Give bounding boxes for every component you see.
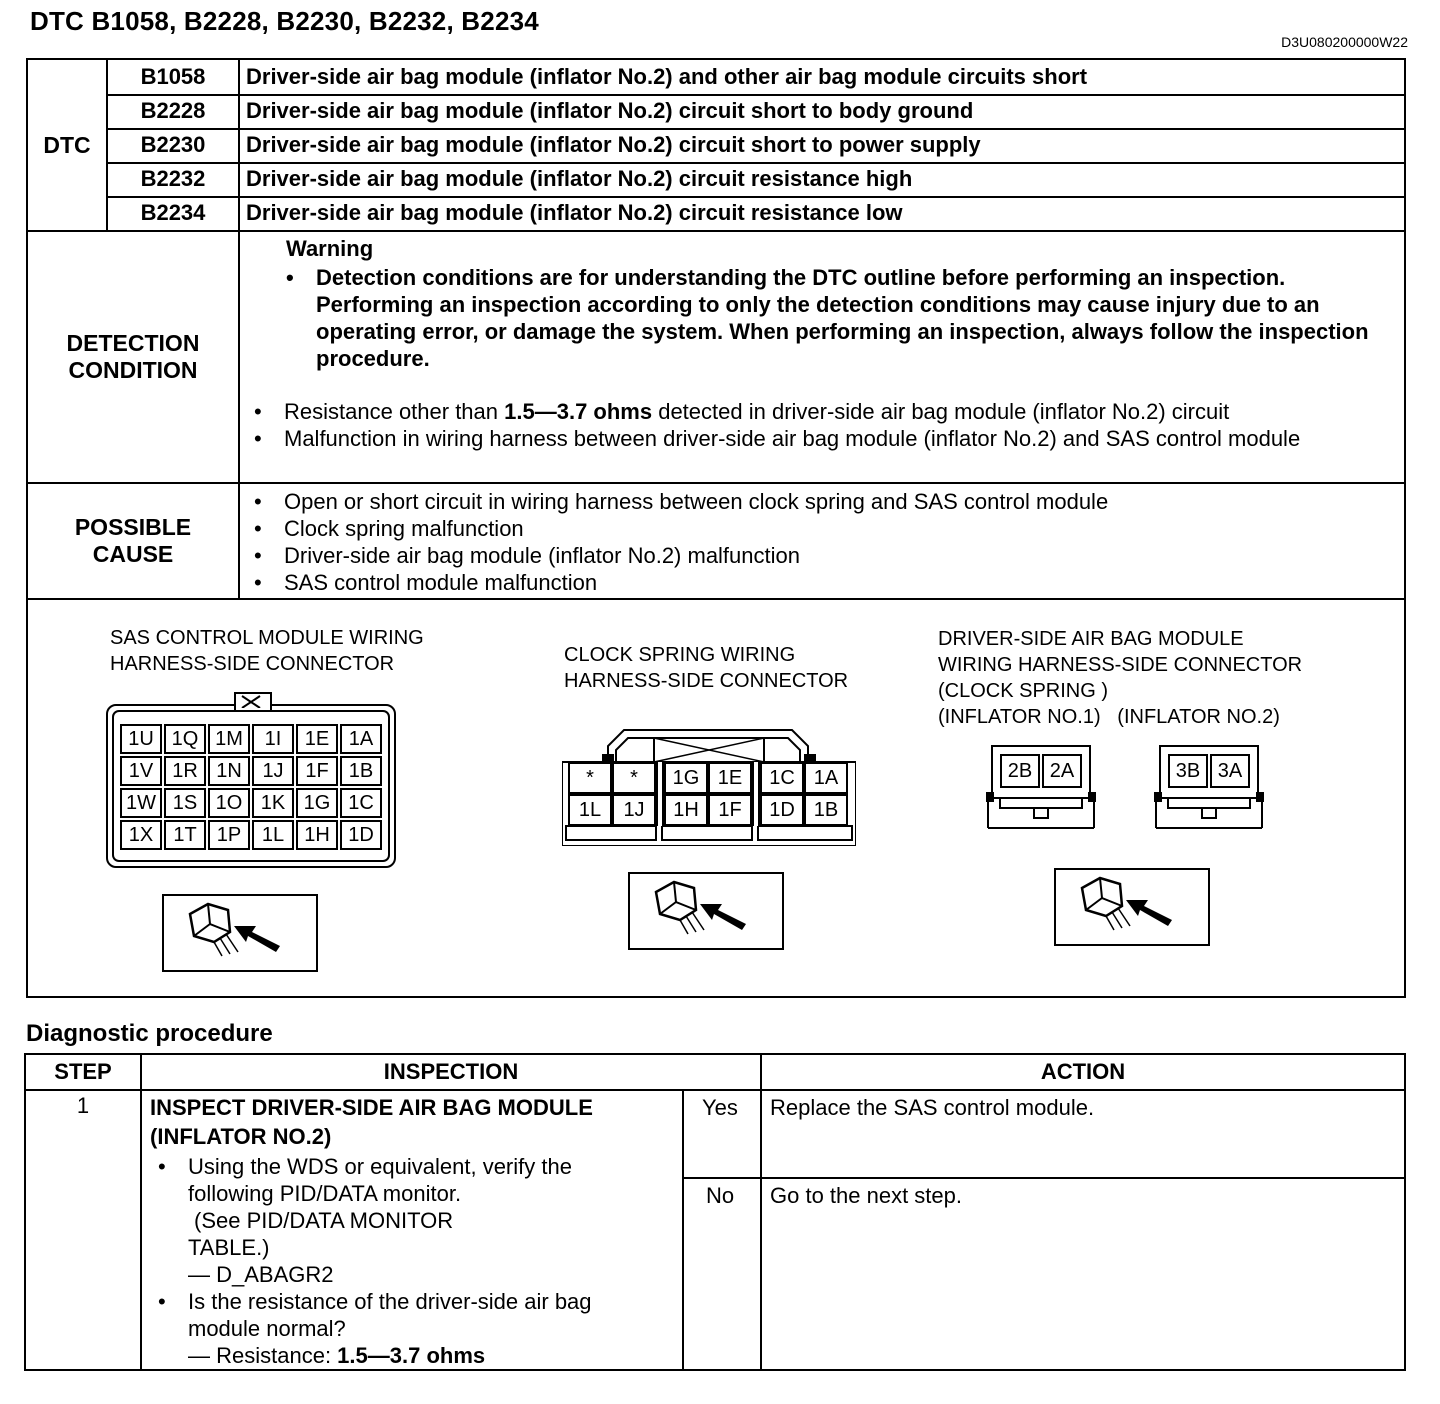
connector-view-icon <box>628 872 784 950</box>
connector-pin: 1T <box>164 820 206 850</box>
connector-pin: 1R <box>164 756 206 786</box>
dtc-description: Driver-side air bag module (inflator No.2) and other air bag module circuits short <box>246 64 1088 89</box>
connector-pin: 1J <box>252 756 294 786</box>
inspection-header: INSPECTION <box>383 1059 519 1084</box>
warning-title: Warning <box>286 236 374 261</box>
dtc-description: Driver-side air bag module (inflator No.2) circuit short to power supply <box>246 132 981 157</box>
resistance-value: 1.5—3.7 ohms <box>504 399 653 424</box>
detection-label-line2: CONDITION <box>68 357 198 383</box>
inspection-line <box>188 1342 678 1369</box>
dtc-code: B2234 <box>140 200 206 225</box>
detection-item: • Malfunction in wiring harness between driver-side air bag module (inflator No.2) and SAS control module <box>254 425 1384 452</box>
connector-pin: 1B <box>340 756 382 786</box>
dtc-label: DTC <box>43 131 91 158</box>
pin-group-divider <box>752 762 760 826</box>
possible-cause-list <box>254 488 1384 596</box>
cause-item: • Clock spring malfunction <box>254 515 1384 542</box>
connector-pin: 1F <box>296 756 338 786</box>
sas-label-line2: HARNESS-SIDE CONNECTOR <box>110 653 395 675</box>
inflator2-connector <box>1154 744 1264 834</box>
dtc-description: Driver-side air bag module (inflator No.2) circuit resistance low <box>246 200 903 225</box>
clock-spring-connector <box>562 716 856 846</box>
connector-pin: 1P <box>208 820 250 850</box>
latch-icon <box>234 692 272 710</box>
inspection-item <box>158 1288 678 1369</box>
connector-pin: 1D <box>340 820 382 850</box>
inspection-line: following PID/DATA monitor. <box>188 1181 462 1206</box>
connector-pin: * <box>568 762 612 794</box>
page-title: DTC B1058, B2228, B2230, B2232, B2234 <box>30 6 539 36</box>
action-header: ACTION <box>1040 1059 1126 1084</box>
inspection-title-line1: INSPECT DRIVER-SIDE AIR BAG MODULE <box>150 1095 593 1120</box>
connector-pin: 1W <box>120 788 162 818</box>
connector-pin: 2A <box>1042 754 1082 788</box>
detection-list <box>254 398 1384 452</box>
connector-pin: 1E <box>708 762 752 794</box>
clock-label-line2: HARNESS-SIDE CONNECTOR <box>564 670 849 692</box>
pin-group-divider <box>656 762 664 826</box>
connector-pin: 1X <box>120 820 162 850</box>
connector-pin: 3B <box>1168 754 1208 788</box>
connector-pin: 1U <box>120 724 162 754</box>
inspection-title-line2: (INFLATOR NO.2) <box>150 1124 332 1149</box>
inspection-line: • Is the resistance of the driver-side air bag <box>188 1289 592 1314</box>
yes-label: Yes <box>702 1095 738 1120</box>
step-header: STEP <box>54 1059 112 1084</box>
dtc-code: B2228 <box>140 98 206 123</box>
inspection-line: TABLE.) <box>188 1235 270 1260</box>
cause-item: • Open or short circuit in wiring harness between clock spring and SAS control module <box>254 488 1384 515</box>
connector-pin: 1Q <box>164 724 206 754</box>
connector-pin: 1H <box>664 794 708 826</box>
sas-connector-label <box>110 625 424 677</box>
connector-view-icon <box>1054 868 1210 946</box>
connector-pin: 1A <box>340 724 382 754</box>
no-label: No <box>706 1183 735 1208</box>
connector-pin: 1A <box>804 762 848 794</box>
connector-view-icon <box>162 894 318 972</box>
connector-pin: * <box>612 762 656 794</box>
step-number: 1 <box>76 1093 90 1118</box>
inspection-list <box>158 1153 678 1369</box>
cause-label-line2: CAUSE <box>92 541 174 567</box>
spec-value: 1.5—3.7 ohms <box>337 1343 486 1368</box>
connector-pin: 1H <box>296 820 338 850</box>
document-id: D3U080200000W22 <box>1281 34 1408 50</box>
cause-item: • Driver-side air bag module (inflator No.2) malfunction <box>254 542 1384 569</box>
connector-pin: 2B <box>1000 754 1040 788</box>
inspection-title <box>150 1093 670 1151</box>
dtc-description: Driver-side air bag module (inflator No.2) circuit short to body ground <box>246 98 974 123</box>
connector-pin: 1G <box>296 788 338 818</box>
connector-pin: 1S <box>164 788 206 818</box>
driver-label-line2: WIRING HARNESS-SIDE CONNECTOR <box>938 654 1303 676</box>
connector-pin: 1C <box>340 788 382 818</box>
dtc-description: Driver-side air bag module (inflator No.2) circuit resistance high <box>246 166 913 191</box>
connector-pin: 1L <box>568 794 612 826</box>
inflator1-connector <box>986 744 1096 834</box>
connector-pin: 1D <box>760 794 804 826</box>
inflator1-label: (INFLATOR NO.1) <box>938 706 1101 728</box>
connector-pin: 1O <box>208 788 250 818</box>
connector-pin: 1G <box>664 762 708 794</box>
driver-label-line3: (CLOCK SPRING ) <box>938 680 1109 702</box>
driver-label-line1: DRIVER-SIDE AIR BAG MODULE <box>938 628 1244 650</box>
connector-pin: 1N <box>208 756 250 786</box>
clock-label-line1: CLOCK SPRING WIRING <box>564 644 796 666</box>
no-action: Go to the next step. <box>770 1183 963 1208</box>
connector-pin: 1M <box>208 724 250 754</box>
cause-item: • SAS control module malfunction <box>254 569 1384 596</box>
detection-item-prefix: Resistance other than <box>284 399 505 424</box>
detection-item-suffix: detected in driver-side air bag module (inflator No.2) circuit <box>652 399 1230 424</box>
procedure-table <box>24 1053 1406 1371</box>
inflator2-label: (INFLATOR NO.2) <box>1117 706 1280 728</box>
connector-pin: 3A <box>1210 754 1250 788</box>
inspection-line: • Using the WDS or equivalent, verify the <box>188 1154 572 1179</box>
detection-label-line1: DETECTION <box>66 330 200 356</box>
dtc-code: B2232 <box>140 166 206 191</box>
inspection-item <box>158 1153 678 1288</box>
driver-connector-label <box>938 626 1302 730</box>
inspection-line: module normal? <box>188 1316 346 1341</box>
driver-label-line4 <box>938 704 1302 730</box>
connector-pin: 1F <box>708 794 752 826</box>
connector-pin: 1K <box>252 788 294 818</box>
yes-action: Replace the SAS control module. <box>770 1095 1095 1120</box>
connector-pin: 1B <box>804 794 848 826</box>
possible-cause-label <box>28 484 238 598</box>
inspection-line: (See PID/DATA MONITOR <box>194 1208 454 1233</box>
detection-item <box>254 398 1384 425</box>
dtc-info-table <box>26 58 1406 998</box>
detection-condition-label <box>28 232 238 482</box>
dtc-code: B1058 <box>140 64 206 89</box>
procedure-title: Diagnostic procedure <box>26 1020 273 1047</box>
sas-connector <box>106 704 396 868</box>
connector-pin: 1J <box>612 794 656 826</box>
warning-list <box>286 264 1398 372</box>
spec-prefix: — Resistance: <box>188 1343 338 1368</box>
dtc-code: B2230 <box>140 132 206 157</box>
pid-name: — D_ABAGR2 <box>188 1262 334 1287</box>
warning-text: • Detection conditions are for understanding the DTC outline before performing an inspection. Performing an inspection according to only the detection conditions may cause injury due to an operating error, or damage the system. When performing an inspection, always follow the inspection procedure. <box>286 264 1398 372</box>
sas-label-line1: SAS CONTROL MODULE WIRING <box>110 627 424 649</box>
connector-pin: 1E <box>296 724 338 754</box>
connector-pin: 1L <box>252 820 294 850</box>
connector-pin: 1C <box>760 762 804 794</box>
cause-label-line1: POSSIBLE <box>74 514 192 540</box>
connector-pin: 1I <box>252 724 294 754</box>
clock-connector-label <box>564 642 848 694</box>
connector-pin: 1V <box>120 756 162 786</box>
